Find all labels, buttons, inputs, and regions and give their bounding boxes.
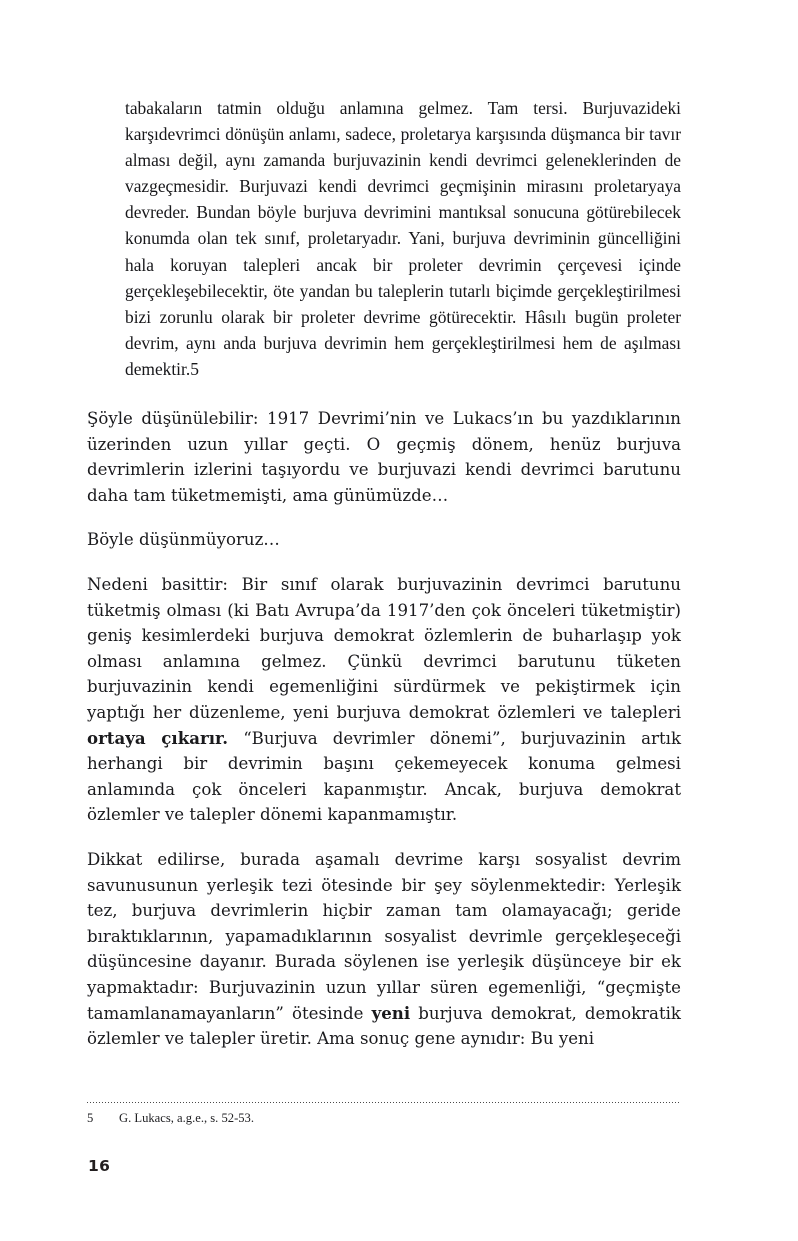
block-quote-text: tabakaların tatmin olduğu anlamına gelmez. Tam tersi. Burjuvazideki karşıdevrimci dönüşün anlamı, sadece, proletarya karşısında düşmanca bir tavır alması değil, aynı zamanda burjuvazinin kendi devrimci geleneklerinden de vazgeçmesidir. Burjuvazi kendi devrimci geçmişinin mirasını proletaryaya devreder. Bundan böyle burjuva devrimini mantıksal sonucuna götürebilecek konumda olan tek sınıf, proletaryadır. Yani, burjuva devriminin güncelliğini hala koruyan talepleri ancak bir proleter devrimin çerçevesi içinde gerçekleşebilecektir, öte yandan bu taleplerin tutarlı biçimde gerçekleştirilmesi bizi zorunlu olarak bir proleter devrime götürecektir. Hâsılı bugün proleter devrim, aynı anda burjuva devrimin hem gerçekleştirilmesi hem de aşılması demektir.5 — [125, 98, 681, 379]
paragraph-soyle-dusunulebilir: Şöyle düşünülebilir: 1917 Devrimi’nin ve Lukacs’ın bu yazdıklarının üzerinden uzun yıllar geçti. O geçmiş dönem, henüz burjuva devrimlerin izlerini taşıyordu ve burjuvazi kendi devrimci barutunu daha tam tüketmemişti, ama günümüzde… — [87, 409, 681, 505]
footnote — [87, 1110, 681, 1127]
page-number: 16 — [88, 1157, 111, 1175]
block-quote — [125, 0, 681, 382]
footnote-marker: 5 — [87, 1111, 94, 1125]
emphasis-bold: yeni — [371, 1002, 411, 1023]
paragraph-boyle-dusunmuyoruz: Böyle düşünmüyoruz… — [87, 530, 280, 550]
paragraph-dikkat-edilirse: Dikkat edilirse, burada aşamalı devrime karşı sosyalist devrim savunusunun yerleşik tezi ötesinde bir şey söylenmektedir: Yerleşik tez, burjuva devrimlerin hiçbir zaman tam olamayacağı; geride bıraktıklarının, yapamadıklarının sosyalist devrimle gerçekleşeceği düşüncesine dayanır. Burada söylenen ise yerleşik düşünceye bir ek yapmaktadır: Burjuvazinin uzun yıllar süren egemenliği, “geçmişte tamamlanamayanların” ötesinde yeni burjuva demokrat, demokratik özlemler ve talepler üretir. Ama sonuç gene aynıdır: Bu yeni — [87, 849, 681, 1049]
paragraph-nedeni-basittir: Nedeni basittir: Bir sınıf olarak burjuvazinin devrimci barutunu tüketmiş olması (ki Batı Avrupa’da 1917’den çok önceleri tüketmiştir) geniş kesimlerdeki burjuva demokrat özlemlerin de buharlaşıp yok olması anlamına gelmez. Çünkü devrimci barutunu tüketen burjuvazinin kendi egemenliğini sürdürmek ve pekiştirmek için yaptığı her düzenleme, yeni burjuva demokrat özlemleri ve talepleri ortaya çıkarır. “Burjuva devrimler dönemi”, burjuvazinin artık herhangi bir devrimin başını çekemeyecek konuma gelmesi anlamında çok önceleri kapanmıştır. Ancak, burjuva demokrat özlemler ve talepler dönemi kapanmamıştır. — [87, 575, 682, 825]
footnote-separator-rule — [87, 1102, 681, 1103]
page-content — [87, 0, 681, 1052]
emphasis-bold: ortaya çıkarır. — [87, 727, 229, 748]
footnote-text: G. Lukacs, a.g.e., s. 52-53. — [119, 1111, 255, 1125]
